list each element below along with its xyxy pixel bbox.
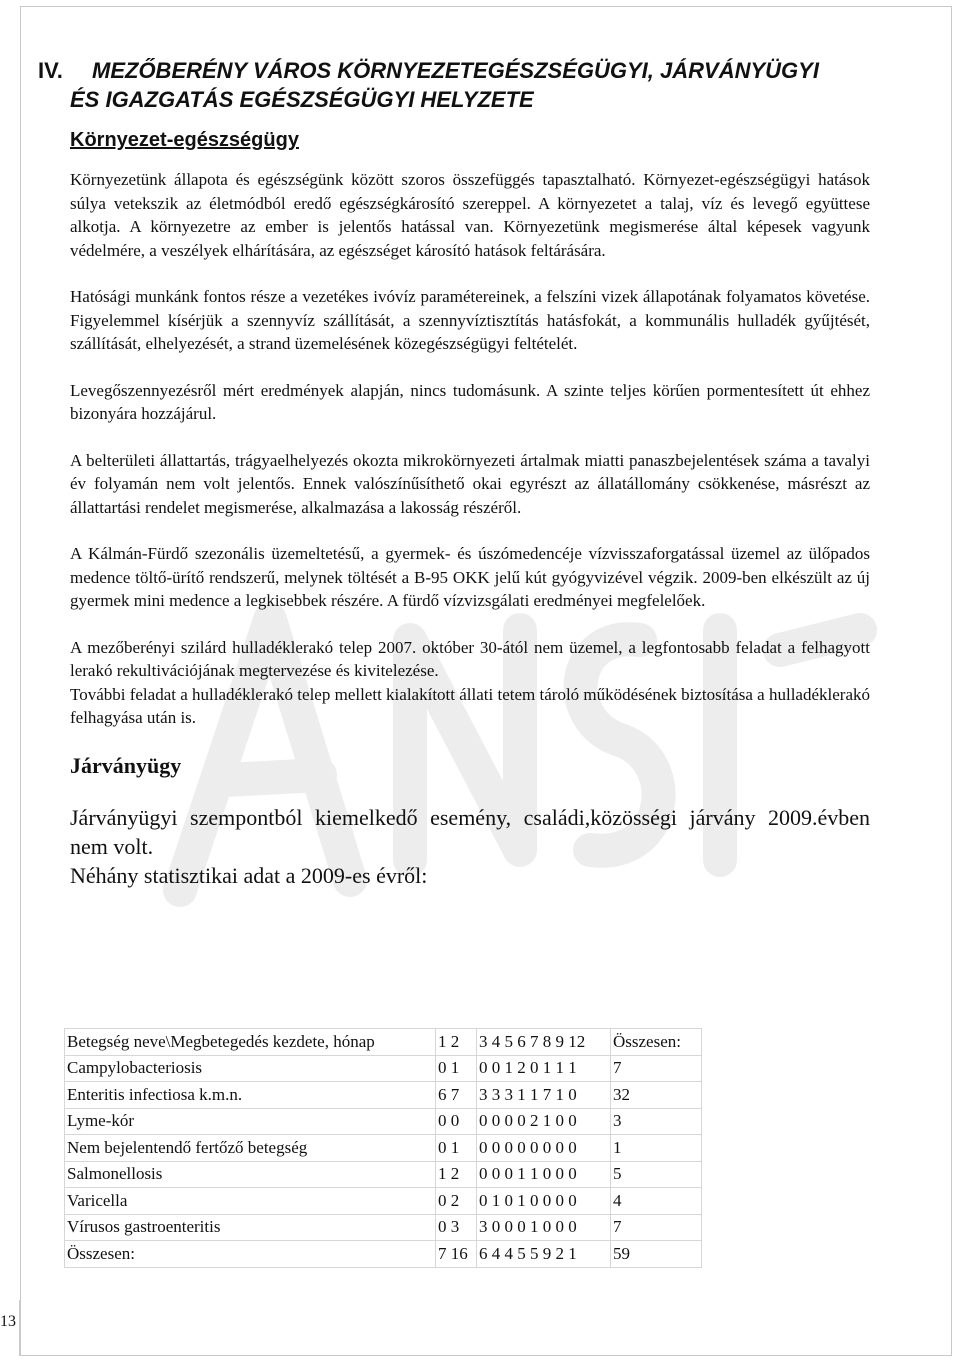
table-row [65, 1188, 702, 1215]
table-cell: Varicella [65, 1188, 436, 1215]
table-cell: 0 0 0 0 0 0 0 0 [477, 1135, 611, 1162]
table-cell: Enteritis infectiosa k.m.n. [65, 1082, 436, 1109]
table-cell: Vírusos gastroenteritis [65, 1214, 436, 1241]
table-cell: 0 2 [436, 1188, 477, 1215]
table-cell: Salmonellosis [65, 1161, 436, 1188]
header-cell: 1 2 [436, 1029, 477, 1056]
page-number: 13 [0, 1313, 16, 1330]
header-cell: 3 4 5 6 7 8 9 12 [477, 1029, 611, 1056]
table-cell: 3 0 0 0 1 0 0 0 [477, 1214, 611, 1241]
page-number-divider [19, 1300, 20, 1356]
disease-statistics-table [64, 1028, 702, 1268]
paragraph-authority-work: Hatósági munkánk fontos része a vezetékes ivóvíz paramétereinek, a felszíni vizek állapotának folyamatos követése. Figyelemmel kísérjük a szennyvíz szállítását, a szennyvíztisztítás hatásfokát, a kommunális hulladék gyűjtését, szállítását, elhelyezését, a strand üzemelésének közegészségügyi feltételét. [70, 287, 870, 353]
table-cell: 7 16 [436, 1241, 477, 1268]
table-cell: 1 [611, 1135, 702, 1162]
table-cell: 1 2 [436, 1161, 477, 1188]
table-row [65, 1214, 702, 1241]
table-cell: 0 1 [436, 1135, 477, 1162]
paragraph-carcass-storage: További feladat a hulladéklerakó telep mellett kialakított állati tetem tároló működésének biztosítása a hulladéklerakó felhagyása után is. [70, 684, 870, 727]
chapter-number: IV. [38, 58, 63, 83]
table-cell: 0 0 0 1 1 0 0 0 [477, 1161, 611, 1188]
table-cell: 32 [611, 1082, 702, 1109]
table-cell: 7 [611, 1055, 702, 1082]
paragraph-bath: A Kálmán-Fürdő szezonális üzemeltetésű, a gyermek- és úszómedencéje vízvisszaforgatással üzemel az ülőpados medence töltő-ürítő rendszerű, melynek töltését a B-95 OKK jelű kút gyógyvizével végzik. 2009-ben elkészült az új gyermek mini medence a legkisebbek részére. A fürdő vízvizsgálati eredményei megfelelőek. [70, 544, 870, 610]
section-title-epidemiology: Járványügy [70, 752, 182, 778]
table-cell: 59 [611, 1241, 702, 1268]
table-row [65, 1055, 702, 1082]
table-total-row [65, 1241, 702, 1268]
table-row [65, 1161, 702, 1188]
table-cell: 3 [611, 1108, 702, 1135]
table-cell: 0 1 0 1 0 0 0 0 [477, 1188, 611, 1215]
header-cell: Betegség neve\Megbetegedés kezdete, hónap [65, 1029, 436, 1056]
table-cell: 0 0 1 2 0 1 1 1 [477, 1055, 611, 1082]
table-cell: Campylobacteriosis [65, 1055, 436, 1082]
table-cell: 0 3 [436, 1214, 477, 1241]
chapter-title-line1: MEZŐBERÉNY VÁROS KÖRNYEZETEGÉSZSÉGÜGYI, JÁRVÁNYÜGYI [92, 58, 819, 83]
table-cell: 7 [611, 1214, 702, 1241]
table-cell: 4 [611, 1188, 702, 1215]
table-cell: Lyme-kór [65, 1108, 436, 1135]
page-content [38, 56, 870, 890]
table-cell: 0 0 [436, 1108, 477, 1135]
header-cell: Összesen: [611, 1029, 702, 1056]
table-cell: 5 [611, 1161, 702, 1188]
table-row [65, 1135, 702, 1162]
paragraph-statistics-intro: Néhány statisztikai adat a 2009-es évről: [70, 862, 428, 888]
table-row [65, 1082, 702, 1109]
section-title-environment: Környezet-egészségügy [70, 129, 299, 151]
table-cell: 3 3 3 1 1 7 1 0 [477, 1082, 611, 1109]
paragraph-environment-intro: Környezetünk állapota és egészségünk között szoros összefüggés tapasztalható. Környezet-egészségügyi hatások súlya vetekszik az életmódból eredő egészségkárosító szereppel. A környezetet a talaj, víz és levegő együttese alkotja. A környezetre az ember is jelentős hatással van. Környezetünk megismerése által képesek vagyunk védelmére, a veszélyek elhárítására, az egészséget károsító hatások feltárására. [70, 170, 870, 260]
table-cell: 6 4 4 5 5 9 2 1 [477, 1241, 611, 1268]
table-cell: 0 1 [436, 1055, 477, 1082]
table-row [65, 1108, 702, 1135]
paragraph-landfill: A mezőberényi szilárd hulladéklerakó telep 2007. október 30-ától nem üzemel, a legfontosabb feladat a felhagyott lerakó rekultivációjának megtervezése és kivitelezése. [70, 637, 870, 680]
table-cell: Összesen: [65, 1241, 436, 1268]
paragraph-epidemiology: Járványügyi szempontból kiemelkedő esemény, családi,közösségi járvány 2009.évben nem volt. [70, 804, 870, 859]
paragraph-air-pollution: Levegőszennyezésről mért eredmények alapján, nincs tudomásunk. A szinte teljes körűen pormentesített út ehhez bizonyára hozzájárul. [70, 380, 870, 423]
table-cell: Nem bejelentendő fertőző betegség [65, 1135, 436, 1162]
table-cell: 6 7 [436, 1082, 477, 1109]
table-header-row [65, 1029, 702, 1056]
chapter-title-line2: ÉS IGAZGATÁS EGÉSZSÉGÜGYI HELYZETE [70, 87, 534, 112]
paragraph-animal-keeping: A belterületi állattartás, trágyaelhelyezés okozta mikrokörnyezeti ártalmak miatti panaszbejelentések száma a tavalyi év folyamán nem volt jelentős. Ennek valószínűsíthető okai egyrészt az állatállomány csökkenése, másrészt az állattartási rendelet megismerése, alkalmazása a lakosság részéről. [70, 450, 870, 517]
chapter-heading [38, 56, 870, 114]
table-cell: 0 0 0 0 2 1 0 0 [477, 1108, 611, 1135]
